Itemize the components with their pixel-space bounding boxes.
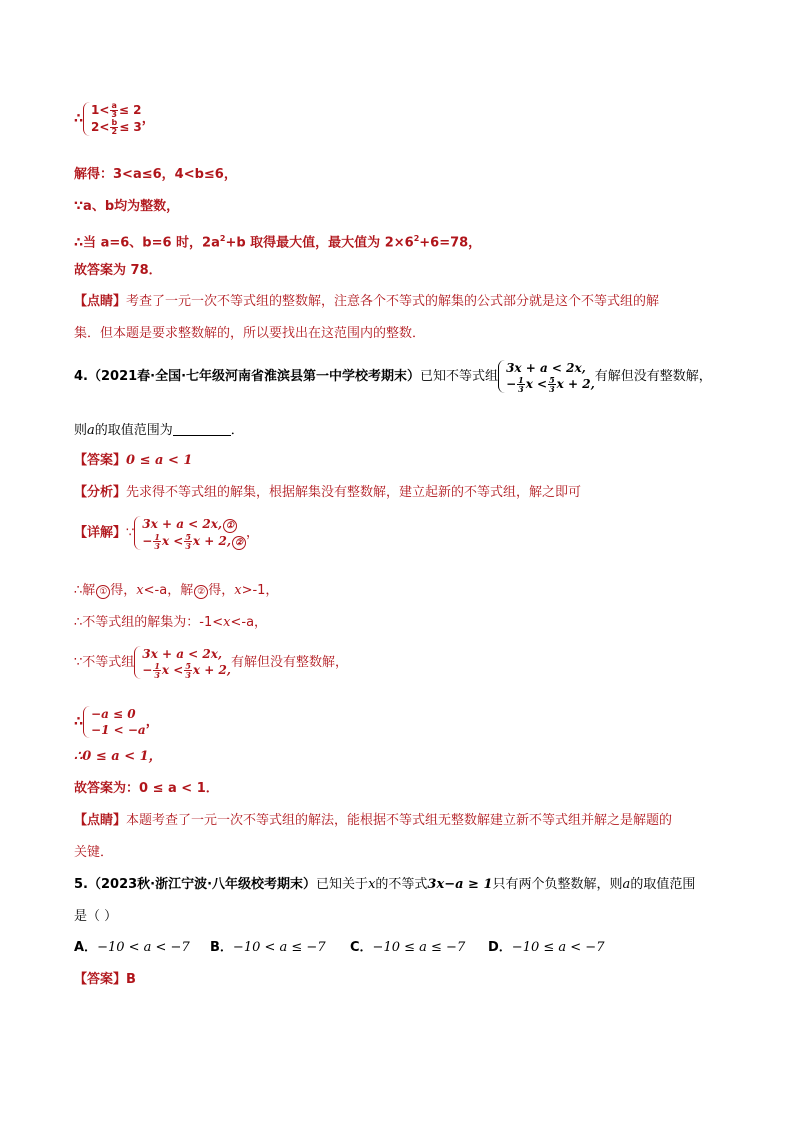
detail-line-4: ∴ −a ≤ 0 −1 < −a ， (74, 707, 159, 737)
solution-line-3: ∵a、b均为整数， (74, 199, 180, 214)
question-source: （2021春·全国·七年级河南省淮滨县第一中学校考期末） (87, 369, 421, 384)
inequality-system (83, 102, 142, 136)
system-row-2: 2< $\frac{b}{2}$ ≤ 3 (91, 118, 142, 136)
detail-line-3: ∵不等式组 3x + a < 2x, − $\frac{1}{3}$ x < $\frac{5}{3}$ x + 2, 有解但没有整数解， (74, 647, 348, 680)
question-4: 4.（2021春·全国·七年级河南省淮滨县第一中学校考期末）已知不等式组 3x + a < 2x, − $\frac{1}{3}$ x < $\frac{5}{3}$ x + 2, 有解但没有整数解， (74, 361, 712, 394)
solution-line-2: 解得：3<a≤6，4<b≤6， (74, 167, 237, 182)
detail-line-2: ∴不等式组的解集为：-1<x<-a， (74, 615, 268, 630)
question-4-line-2: 则a的取值范围为 ． (74, 423, 244, 438)
answer-5: 【答案】B (74, 972, 136, 987)
note-line-1: 【点睛】考查了一元一次不等式组的整数解，注意各个不等式的解集的公式部分就是这个不等式组的解 (74, 294, 660, 309)
detail-line-1: ∴解 ① 得，x<-a，解 ② 得，x>-1， (74, 583, 279, 598)
solution-system-line: ∴ 1< $\frac{a}{3}$ ≤ 2 2< $\frac{b}{2}$ ≤ 3 ， (74, 101, 155, 136)
solution-line-4: ∴当 a=6、b=6 时，$2a^2+b$ 取得最大值，最大值为 $2\times 6^2+6=78$， (74, 234, 482, 251)
new-system: −a ≤ 0 −1 < −a (83, 706, 146, 738)
note-line-2: 集．但本题是要求整数解的，所以要找出在这范围内的整数． (74, 326, 426, 341)
detail-4: 【详解】∵ 3x + a < 2x, ① − $\frac{1}{3}$ x < $\frac{5}{3}$ x + 2, ② ， (74, 517, 260, 551)
answer-4: 【答案】0 ≤ a < 1 (74, 453, 193, 468)
note-4-line-2: 关键． (74, 845, 114, 860)
circle-1: ① (223, 519, 237, 533)
note-tag: 【点睛】 (74, 294, 127, 309)
option-d[interactable]: D．−10 ≤ a < −7 (488, 940, 605, 955)
detail-line-5: ∴0 ≤ a < 1， (74, 749, 162, 764)
option-b[interactable]: B．−10 < a ≤ −7 (210, 940, 326, 955)
circle-2: ② (232, 536, 246, 550)
detail-system: 3x + a < 2x, ① − $\frac{1}{3}$ x < $\frac{5}{3}$ x + 2, ② (134, 516, 246, 550)
system-row-1: 1< $\frac{a}{3}$ ≤ 2 (91, 101, 142, 119)
question-5-line-2: 是（ ） (74, 909, 118, 924)
question-number: 4. (74, 369, 88, 384)
detail-system-2: 3x + a < 2x, − $\frac{1}{3}$ x < $\frac{5}{3}$ x + 2, (134, 646, 231, 679)
note-4-line-1: 【点睛】本题考查了一元一次不等式组的解法，能根据不等式组无整数解建立新不等式组并解之是解题的 (74, 813, 673, 828)
question-5: 5.（2023秋·浙江宁波·八年级校考期末）已知关于x的不等式3x−a ≥ 1只有两个负整数解，则a的取值范围 (74, 877, 696, 892)
option-c[interactable]: C．−10 ≤ a ≤ −7 (350, 940, 466, 955)
option-a[interactable]: A．−10 < a < −7 (74, 940, 190, 955)
solution-line-5: 故答案为 78． (74, 263, 162, 278)
answer-blank (173, 423, 231, 436)
analysis-4: 【分析】先求得不等式组的解集，根据解集没有整数解，建立起新的不等式组，解之即可 (74, 485, 582, 500)
therefore-symbol: ∴ (74, 111, 84, 127)
question-4-system: 3x + a < 2x, − $\frac{1}{3}$ x < $\frac{5}{3}$ x + 2, (498, 360, 595, 393)
options-row (74, 939, 604, 957)
left-brace (83, 102, 90, 136)
detail-line-6: 故答案为：0 ≤ a < 1． (74, 781, 219, 796)
